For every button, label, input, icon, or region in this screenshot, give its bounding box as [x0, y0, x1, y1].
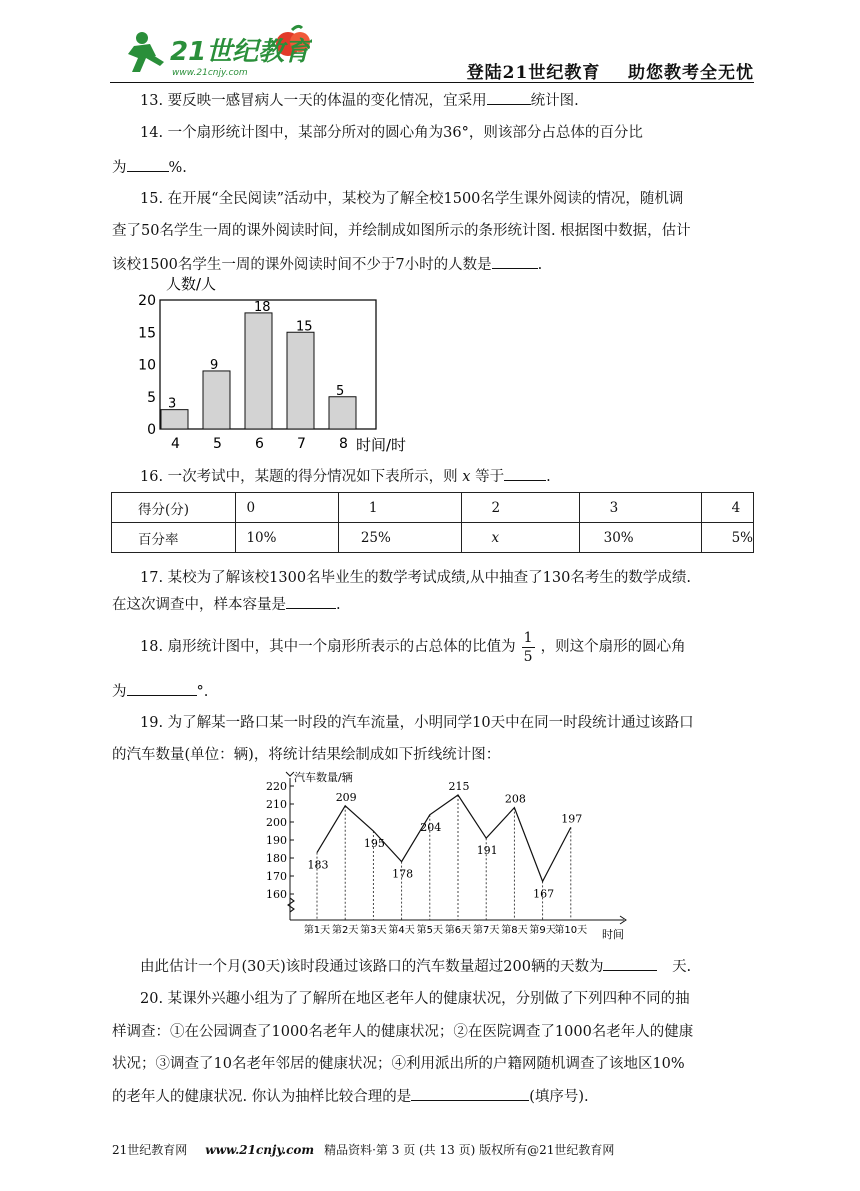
- x-axis-title: 时间/时: [356, 436, 407, 454]
- table-cell: 10%: [236, 523, 338, 553]
- table-cell: 1: [338, 493, 461, 523]
- footer-url[interactable]: www.21cnjy.com: [205, 1143, 315, 1157]
- x-tick-label: 第2天: [332, 925, 359, 936]
- bar-value-label: 9: [210, 357, 219, 373]
- q18-line2-end: °.: [196, 684, 209, 700]
- logo-graphic: [112, 22, 312, 80]
- y-tick-label: 160: [266, 888, 287, 901]
- table-row: [112, 493, 754, 523]
- question-20-line1: 20. 某课外兴趣小组为了了解所在地区老年人的健康状况，分别做了下列四种不同的抽: [140, 991, 690, 1007]
- q17-blank: [286, 593, 336, 609]
- series-line: [317, 792, 571, 881]
- x-tick-label: 第1天: [303, 925, 331, 936]
- q16-var: x: [462, 469, 471, 485]
- q18-blank: [127, 680, 197, 696]
- table-cell: 25%: [338, 523, 461, 553]
- footer-site: 21世纪教育网: [112, 1143, 188, 1157]
- x-tick-label: 4: [171, 436, 180, 452]
- table-cell: 0: [236, 493, 338, 523]
- q14-blank: [127, 156, 169, 172]
- x-tick-label: 第6天: [444, 925, 472, 936]
- table-row: [112, 523, 754, 553]
- point-value-label: 191: [476, 844, 498, 858]
- question-14-line1: 14. 一个扇形统计图中，某部分所对的圆心角为36°，则该部分占总体的百分比: [140, 125, 643, 141]
- x-tick-label: 第10天: [554, 925, 588, 936]
- bar-value-label: 3: [168, 396, 177, 412]
- fraction-denominator: 5: [523, 648, 533, 665]
- q20-text: 的老年人的健康状况. 你认为抽样比较合理的是: [112, 1089, 412, 1105]
- q14-text: 为: [112, 160, 127, 176]
- table-cell: 百分率: [112, 523, 236, 553]
- q16-text-end: .: [546, 469, 551, 485]
- question-17-line2: [112, 593, 752, 615]
- q19-text-end: 天.: [672, 959, 692, 975]
- point-value-label: 204: [420, 820, 442, 834]
- x-tick-label: 6: [255, 436, 264, 452]
- bar: [287, 332, 314, 429]
- q17-text: 在这次调查中，样本容量是: [112, 597, 286, 613]
- q18-text: 18. 扇形统计图中，其中一个扇形所表示的占总体的比值为: [140, 639, 516, 655]
- y-tick-label: 15: [138, 325, 156, 342]
- q20-blank: [411, 1085, 529, 1101]
- point-value-label: 197: [561, 812, 583, 826]
- q18-line2-text: 为: [112, 684, 127, 700]
- question-19-after: [140, 955, 780, 977]
- table-cell: 2: [461, 493, 579, 523]
- axis-break: [288, 898, 294, 912]
- q19-blank: [603, 955, 657, 971]
- x-tick-label: 8: [339, 436, 348, 452]
- logo-text: 21世纪教育: [170, 37, 311, 67]
- x-tick-label: 第3天: [360, 925, 387, 936]
- x-tick-label: 第5天: [416, 925, 443, 936]
- table-cell: x: [461, 523, 579, 553]
- y-tick-label: 5: [147, 389, 156, 406]
- line-chart: [262, 770, 642, 950]
- y-axis-arrow: [286, 772, 294, 776]
- y-tick-label: 0: [147, 422, 156, 438]
- q20-text-end: (填序号).: [529, 1089, 589, 1105]
- y-axis-title: 人数/人: [166, 275, 217, 293]
- q13-text: 13. 要反映一感冒病人一天的体温的变化情况，宜采用: [140, 93, 487, 109]
- bar-value-label: 15: [296, 319, 313, 335]
- y-tick-label: 200: [266, 816, 287, 829]
- question-17-line1: 17. 某校为了解该校1300名毕业生的数学考试成绩,从中抽查了130名考生的数学成绩.: [140, 570, 691, 586]
- q16-text: 16. 一次考试中，某题的得分情况如下表所示，则: [140, 469, 458, 485]
- y-tick-label: 190: [266, 834, 287, 847]
- y-tick-label: 180: [266, 852, 287, 865]
- x-tick-label: 第9天: [529, 925, 556, 936]
- point-value-label: 209: [335, 790, 357, 804]
- x-tick-label: 5: [213, 436, 222, 452]
- question-20-line3: 状况；③调查了10名老年邻居的健康状况；④利用派出所的户籍网随机调查了该地区10%: [112, 1056, 685, 1072]
- page-footer: [112, 1141, 614, 1158]
- point-value-label: 215: [448, 780, 470, 793]
- q13-text-end: 统计图.: [530, 93, 579, 109]
- footer-info: 精品资料·第 3 页 (共 13 页) 版权所有@21世纪教育网: [324, 1143, 615, 1157]
- y-tick-label: 20: [138, 293, 156, 309]
- site-logo: [112, 22, 312, 80]
- q15-text: 该校1500名学生一周的课外阅读时间不少于7小时的人数是: [112, 257, 492, 273]
- x-tick-label: 第8天: [501, 925, 528, 936]
- logo-url: www.21cnjy.com: [172, 68, 248, 78]
- question-14-line2: [112, 156, 752, 178]
- question-13: [140, 89, 780, 111]
- y-tick-label: 210: [266, 798, 287, 811]
- bar: [245, 313, 272, 429]
- header-slogan: 登陆21世纪教育 助您教考全无忧: [466, 63, 754, 83]
- table-cell: 30%: [579, 523, 701, 553]
- question-19-line1: 19. 为了解某一路口某一时段的汽车流量，小明同学10天中在同一时段统计通过该路口: [140, 715, 694, 731]
- y-tick-label: 10: [138, 357, 156, 374]
- question-19-line2: 的汽车数量(单位：辆)，将统计结果绘制成如下折线统计图：: [112, 747, 501, 763]
- table-cell: 3: [579, 493, 701, 523]
- q18-fraction: [522, 629, 535, 666]
- point-value-label: 167: [533, 887, 555, 901]
- x-tick-label: 第4天: [388, 925, 415, 936]
- bar: [203, 371, 230, 429]
- point-value-label: 208: [504, 792, 526, 806]
- bar-value-label: 5: [336, 383, 345, 399]
- question-15-line1: 15. 在开展“全民阅读”活动中，某校为了解全校1500名学生课外阅读的情况，随机调: [140, 191, 684, 207]
- q15-blank: [492, 253, 538, 269]
- q14-text-end: %.: [168, 160, 187, 176]
- table-cell: 得分(分): [112, 493, 236, 523]
- q19-text: 由此估计一个月(30天)该时段通过该路口的汽车数量超过200辆的天数为: [140, 959, 604, 975]
- bar: [329, 397, 356, 429]
- q17-text-end: .: [336, 597, 341, 613]
- table-cell: 4: [701, 493, 753, 523]
- question-20-line4: [112, 1085, 752, 1107]
- question-18-line2: [112, 680, 752, 702]
- score-table: [111, 492, 754, 553]
- question-20-line2: 样调查：①在公园调查了1000名老年人的健康状况；②在医院调查了1000名老年人的健康: [112, 1024, 694, 1040]
- question-18-line1: [140, 625, 780, 669]
- q15-text-end: .: [537, 257, 543, 273]
- fraction-numerator: 1: [523, 629, 533, 646]
- q13-blank: [487, 89, 531, 105]
- q16-blank: [504, 465, 546, 481]
- point-value-label: 183: [307, 858, 329, 872]
- header-rule: [110, 82, 754, 83]
- q18-text-end: ，则这个扇形的圆心角: [540, 639, 686, 655]
- y-tick-label: 170: [266, 870, 287, 883]
- y-axis-title: 汽车数量/辆: [294, 771, 353, 784]
- bar: [161, 410, 188, 429]
- question-15-line2: 查了50名学生一周的课外阅读时间，并绘制成如图所示的条形统计图. 根据图中数据，估计: [112, 223, 691, 239]
- x-tick-label: 7: [297, 436, 306, 452]
- question-16: [140, 465, 780, 487]
- x-tick-label: 第7天: [473, 925, 500, 936]
- q16-text-mid: 等于: [475, 469, 505, 485]
- table-cell: 5%: [701, 523, 753, 553]
- y-tick-label: 220: [266, 780, 287, 793]
- bar-chart: [130, 272, 420, 454]
- point-value-label: 178: [392, 867, 414, 881]
- point-value-label: 195: [363, 837, 385, 850]
- x-axis-title: 时间: [602, 928, 624, 941]
- bar-value-label: 18: [254, 299, 271, 315]
